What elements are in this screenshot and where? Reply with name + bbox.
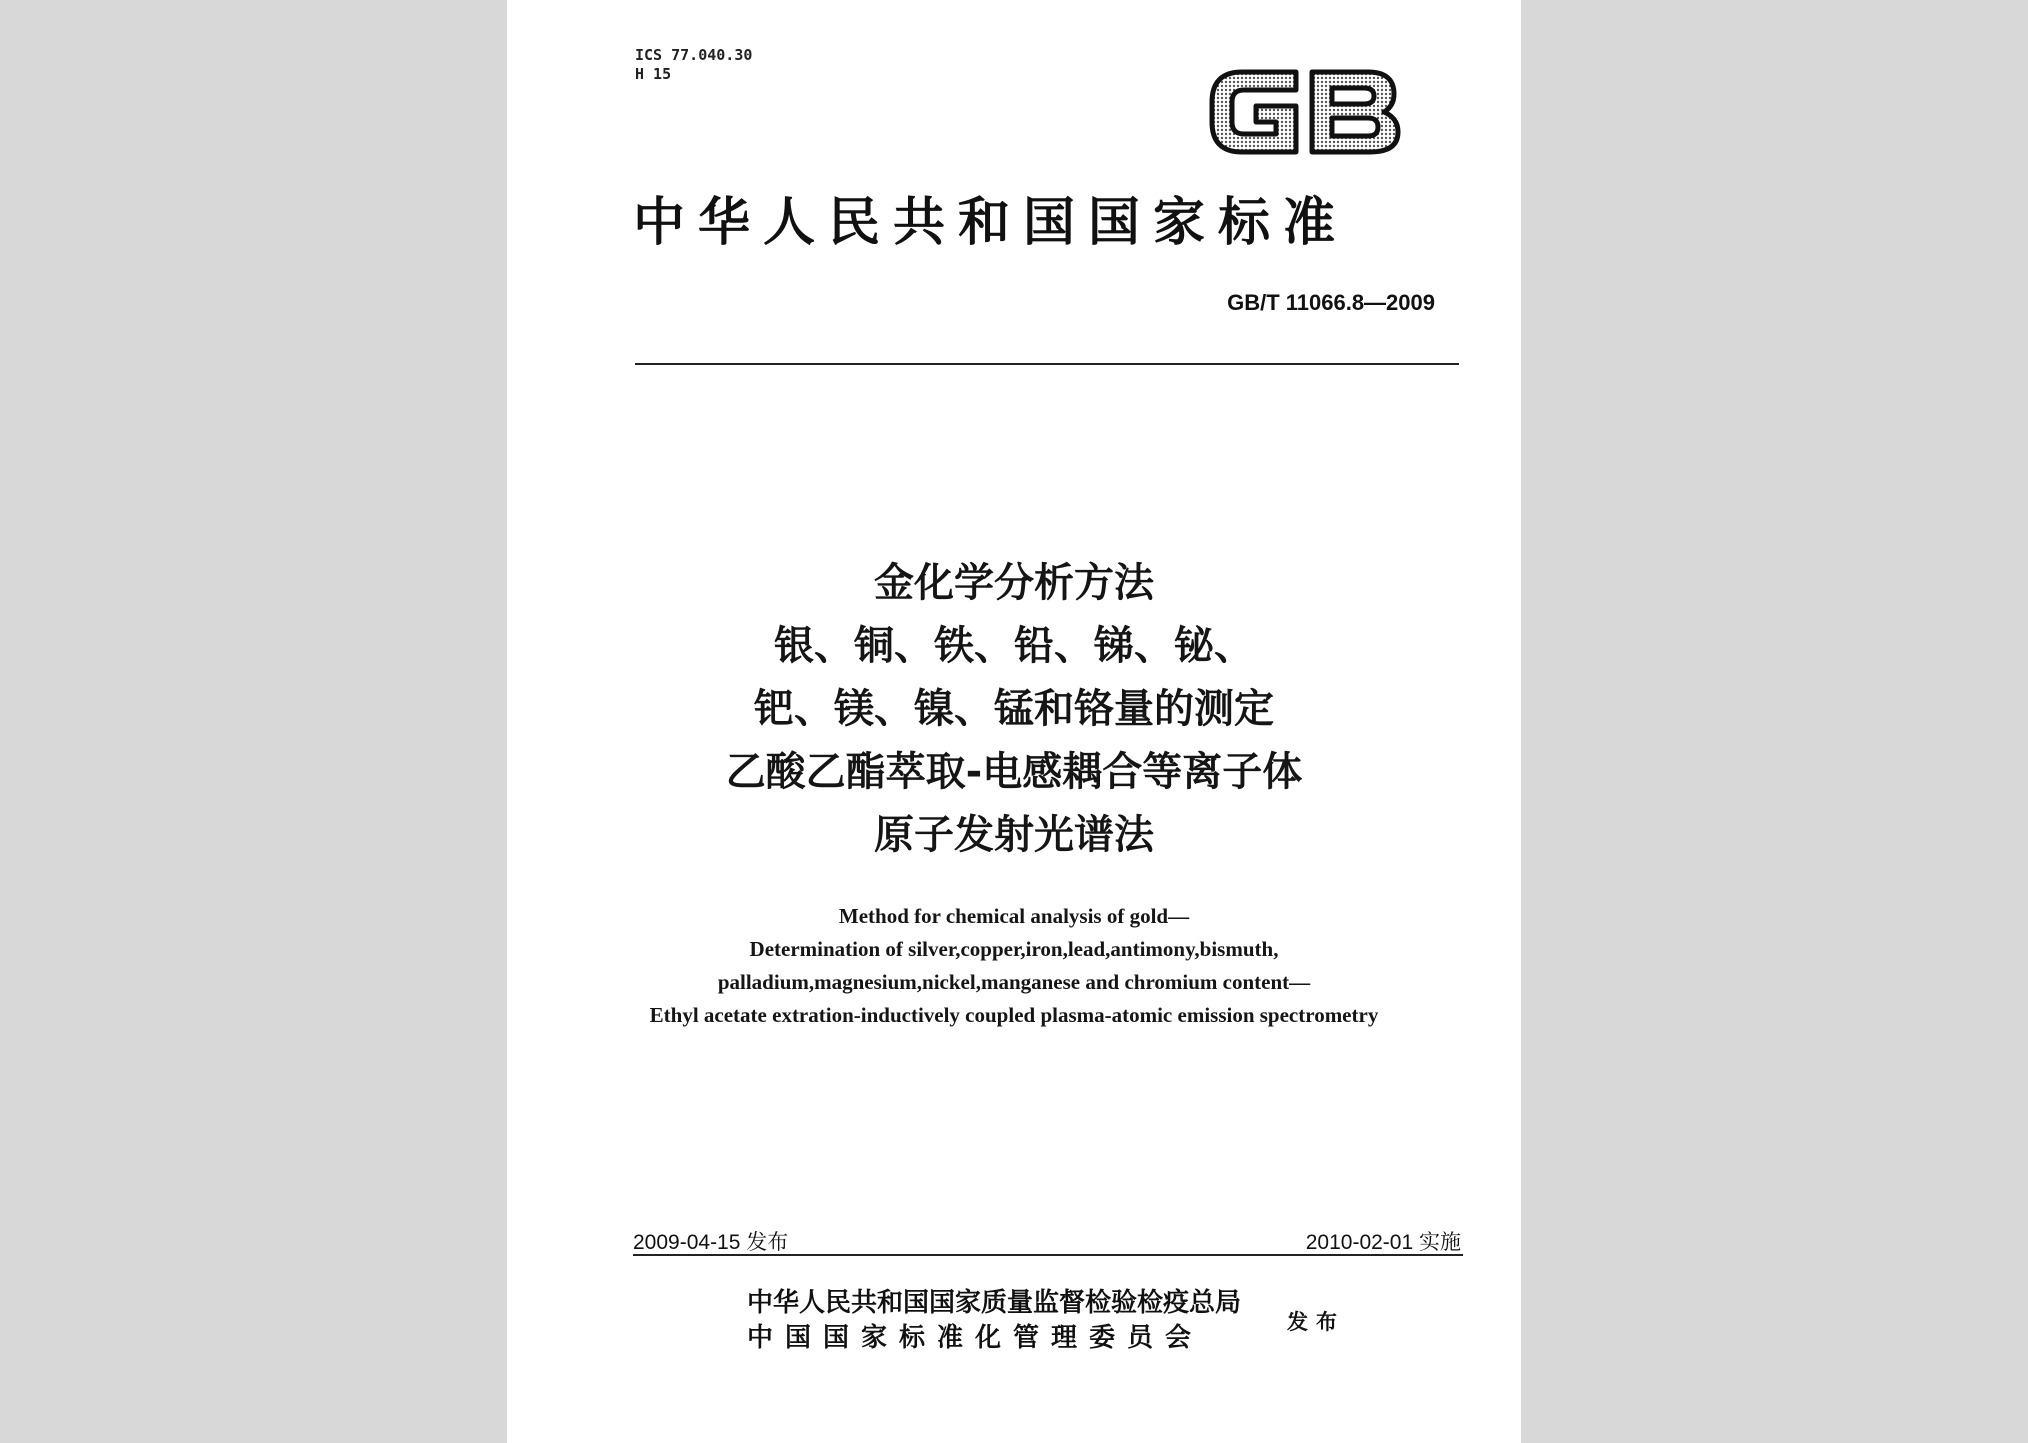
implementation-date: 2010-02-01 实施 — [1305, 1231, 1461, 1254]
chinese-title-line: 金化学分析方法 — [874, 560, 1154, 606]
standard-cover-page — [507, 0, 1521, 1443]
chinese-title-line: 银、铜、铁、铅、锑、铋、 — [774, 623, 1254, 669]
chinese-title-line: 钯、镁、镍、锰和铬量的测定 — [754, 686, 1274, 732]
publishing-authorities — [747, 1286, 1241, 1356]
classification-codes — [635, 46, 752, 84]
publisher-sac: 中国国家标准化管理委员会 — [747, 1323, 1204, 1353]
ics-code: ICS 77.040.30 — [635, 46, 753, 64]
ccs-code: H 15 — [635, 65, 672, 83]
top-divider — [635, 363, 1459, 365]
english-title-line: Method for chemical analysis of gold— — [838, 904, 1190, 928]
english-title-line: Determination of silver,copper,iron,lead,antimony,bismuth, — [749, 937, 1279, 961]
standard-number: GB/T 11066.8—2009 — [1227, 290, 1435, 315]
english-title — [507, 900, 1521, 1032]
english-title-line: Ethyl acetate extration-inductively coupled plasma-atomic emission spectrometry — [649, 1003, 1379, 1027]
bottom-divider — [633, 1254, 1463, 1256]
national-standard-heading: 中华人民共和国国家标准 — [633, 193, 1349, 253]
issue-date: 2009-04-15 发布 — [633, 1231, 789, 1254]
chinese-title — [507, 552, 1521, 867]
publisher-aqsiq: 中华人民共和国国家质量监督检验检疫总局 — [747, 1288, 1242, 1318]
gb-logo-icon — [1204, 60, 1404, 164]
chinese-title-line: 乙酸乙酯萃取-电感耦合等离子体 — [725, 749, 1303, 795]
chinese-title-line: 原子发射光谱法 — [874, 812, 1154, 858]
english-title-line: palladium,magnesium,nickel,manganese and chromium content— — [717, 970, 1311, 994]
publish-label: 发布 — [1287, 1310, 1345, 1334]
